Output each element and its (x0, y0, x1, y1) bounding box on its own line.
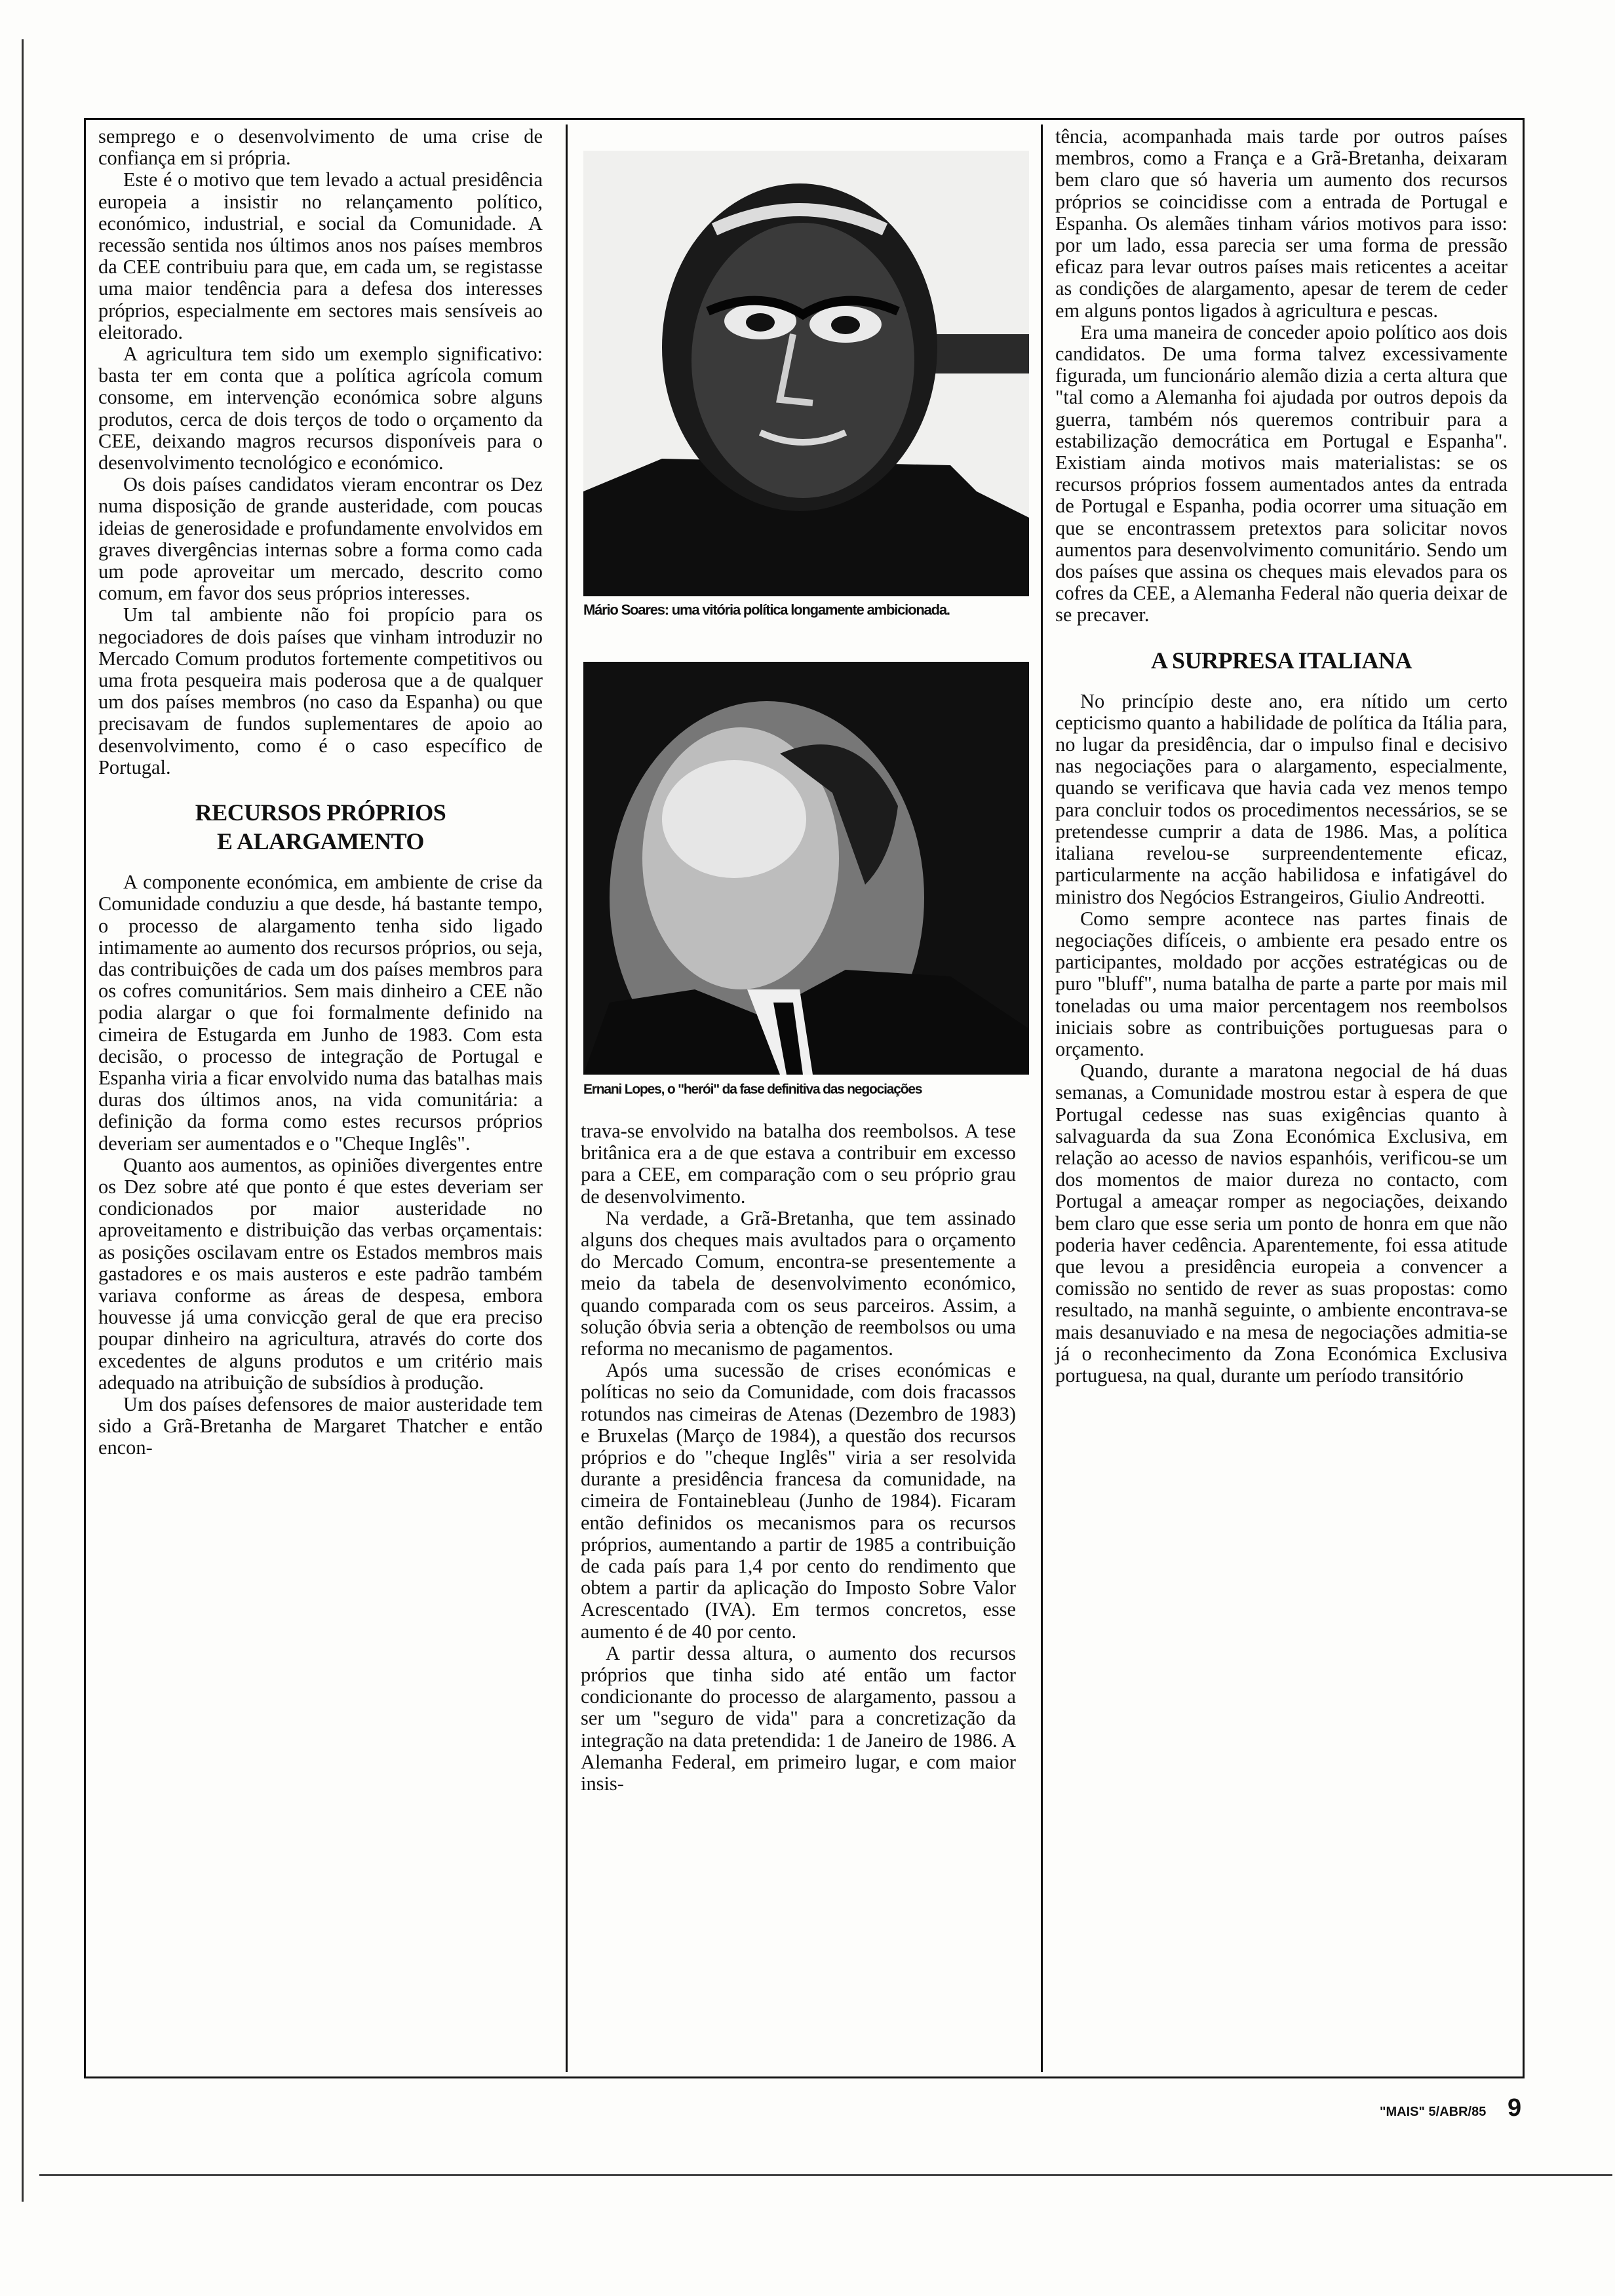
publication-folio: "MAIS" 5/ABR/85 (1380, 2105, 1487, 2119)
paragraph: No princípio deste ano, era nítido um certo cepticismo quanto a habilidade de política da Itália para, no lugar da presidência, dar o impulso final e decisivo nas negociações para o alargamento, especialmente, quando se verificava que havia cada vez menos tempo para concluir todos os procedimentos necessários, se se pretendesse cumprir a data de 1986. Mas, a política italiana revelou-se surpreendentemente eficaz, particularmente na acção habilidosa e infatigável do ministro dos Negócios Estrangeiros, Giulio Andreotti. (1055, 689, 1508, 908)
portrait-illustration (583, 662, 1029, 1075)
column-rule-left (566, 124, 568, 2072)
paragraph: semprego e o desenvolvimento de uma crise de confiança em si própria. (98, 125, 543, 170)
paragraph: tência, acompanhada mais tarde por outros países membros, como a França e a Grã-Bretanha, deixaram bem claro que só haveria um aumento dos recursos próprios se coincidisse com a entrada de Portugal e Espanha. Os alemães tinham vários motivos para isso: por um lado, essa parecia ser uma forma de pressão eficaz para levar outros países mais reticentes a aceitar as condições de alargamento, apesar de terem de ceder em alguns pontos ligados à agricultura e pescas. (1055, 125, 1508, 322)
paragraph: A partir dessa altura, o aumento dos recursos próprios que tinha sido até então um factor condicionante do processo de alargamento, passou a ser um "seguro de vida" para a concretização da integração na data pretendida: 1 de Janeiro de 1986. A Alemanha Federal, em primeiro lugar, e com maior insis- (581, 1641, 1016, 1795)
page-number: 9 (1508, 2094, 1522, 2122)
portrait-illustration (583, 151, 1029, 596)
article-column-2 (581, 1120, 1016, 1795)
paragraph: A componente económica, em ambiente de crise da Comunidade conduziu a que desde, há bastante tempo, o processo de alargamento tenha sido ligado intimamente ao aumento dos recursos próprios, ou seja, das contribuições de cada um dos países membros para os cofres comunitários. Sem mais dinheiro a CEE não podia alargar o que foi formalmente definido na cimeira de Estugarda em Junho de 1983. Com esta decisão, o processo de integração de Portugal e Espanha viria a ficar envolvido numa das batalhas mais duras dos últimos anos, na vida comunitária: a definição da forma como estes recursos próprios deveriam ser aumentados e o "Cheque Inglês". (98, 871, 543, 1155)
photo-mario-soares (583, 151, 1029, 596)
photo-caption-1: Mário Soares: uma vitória política longamente ambicionada. (583, 602, 950, 618)
article-column-3 (1055, 126, 1508, 1387)
paragraph: A agricultura tem sido um exemplo significativo: basta ter em conta que a política agrícola comum consome, em intervenção económica sobre alguns produtos, cerca de dois terços de todo o orçamento da CEE, deixando magros recursos disponíveis para o desenvolvimento tecnológico e económico. (98, 343, 543, 474)
paragraph: Após uma sucessão de crises económicas e políticas no seio da Comunidade, com dois fracassos rotundos nas cimeiras de Atenas (Dezembro de 1983) e Bruxelas (Março de 1984), a questão dos recursos próprios e do "cheque Inglês" viria a ser resolvida durante a presidência francesa da comunidade, na cimeira de Fontainebleau (Junho de 1984). Ficaram então definidos os mecanismos para os recursos próprios, aumentando a partir de 1985 a contribuição de cada país para 1,4 por cento do rendimento que obtem a partir da aplicação do Imposto Sobre Valor Acrescentado (IVA). Em termos concretos, esse aumento é de 40 por cento. (581, 1359, 1016, 1643)
paragraph: Os dois países candidatos vieram encontrar os Dez numa disposição de grande austeridade, com poucas ideias de generosidade e profundamente envolvidos em graves divergências internas sobre a forma como cada um pode aproveitar um mercado, descrito como comum, em favor dos seus próprios interesses. (98, 473, 543, 605)
heading-line-1: RECURSOS PRÓPRIOS (195, 799, 446, 826)
scan-mark-left-edge (22, 39, 24, 2202)
paragraph: Um dos países defensores de maior austeridade tem sido a Grã-Bretanha de Margaret Thatcher e então encon- (98, 1392, 543, 1459)
photo-ernani-lopes (583, 662, 1029, 1075)
paragraph: Um tal ambiente não foi propício para os negociadores de dois países que vinham introduzir no Mercado Comum produtos fortemente competitivos ou uma frota pesqueira mais poderosa que a de qualquer um dos países membros (no caso da Espanha) ou que precisavam de fundos suplementares de apoio ao desenvolvimento, como é o caso específico de Portugal. (98, 603, 543, 778)
scan-mark-bottom (39, 2174, 1612, 2176)
paragraph: Este é o motivo que tem levado a actual presidência europeia a insistir no relançamento político, económico, industrial, e social da Comunidade. A recessão sentida nos últimos anos nos países membros da CEE contribuiu para que, em cada um, se registasse uma maior tendência para a defesa dos interesses próprios, especialmente em sectores mais sensíveis ao eleitorado. (98, 168, 543, 343)
paragraph: Era uma maneira de conceder apoio político aos dois candidatos. De uma forma talvez excessivamente figurada, um funcionário alemão dizia a certa altura que "tal como a Alemanha foi ajudada por outros depois da guerra, também nós queremos contribuir para a estabilização democrática em Portugal e Espanha". Existiam ainda motivos mais materialistas: se os recursos próprios fossem aumentados antes da entrada de Portugal e Espanha, podia ocorrer uma situação em que se encontrassem pretextos para solicitar novos aumentos para desenvolvimento comunitário. Sendo um dos países que assina os cheques mais elevados para os cofres da CEE, a Alemanha Federal não queria deixar de se precaver. (1055, 320, 1508, 626)
section-heading-surpresa: A SURPRESA ITALIANA (1151, 647, 1412, 674)
heading-line-2: E ALARGAMENTO (217, 828, 424, 855)
paragraph: Quanto aos aumentos, as opiniões divergentes entre os Dez sobre até que ponto é que estes deveriam ser condicionados por maior austeridade no aproveitamento e distribuição das verbas orçamentais: as posições oscilavam entre os Estados membros mais gastadores e os mais austeros e este padrão também variava conforme as áreas de despesa, embora houvesse já uma convicção geral de que era preciso poupar dinheiro na agricultura, através do corte dos excedentes de alguns produtos e um critério mais adequado na atribuição de subsídios à produção. (98, 1153, 543, 1394)
paragraph: Como sempre acontece nas partes finais de negociações difíceis, o ambiente era pesado entre os participantes, moldado por acções estratégicas ou de puro "bluff", numa batalha de parte a parte por mais mil toneladas ou uma maior percentagem nos reembolsos iniciais sobre as contribuições portuguesas para o orçamento. (1055, 907, 1508, 1060)
article-column-1 (98, 126, 543, 1459)
section-heading-recursos (98, 798, 543, 856)
paragraph: Na verdade, a Grã-Bretanha, que tem assinado alguns dos cheques mais avultados para o orçamento do Mercado Comum, encontra-se presentemente a meio da tabela de desenvolvimento económico, quando comparada com os seus parceiros. Assim, a solução óbvia seria a obtenção de reembolsos ou uma reforma no mecanismo de pagamentos. (581, 1206, 1016, 1360)
paragraph: trava-se envolvido na batalha dos reembolsos. A tese britânica era a de que estava a contribuir em excesso para a CEE, em comparação com o seu próprio grau de desenvolvimento. (581, 1120, 1016, 1208)
photo-caption-2: Ernani Lopes, o "herói" da fase definitiva das negociações (583, 1082, 922, 1097)
paragraph: Quando, durante a maratona negocial de há duas semanas, a Comunidade mostrou estar à espera de que Portugal cedesse nas suas exigências quanto à salvaguarda da sua Zona Económica Exclusiva, em relação ao acesso de navios espanhóis, verificou-se um dos momentos de maior dureza no contacto, com Portugal a ameaçar romper as negociações, deixando bem claro que esse seria um ponto de honra em que não poderia haver cedência. Aparentemente, foi essa atitude que levou a presidência europeia a convencer a comissão no sentido de rever as suas propostas: como resultado, na manhã seguinte, o ambiente encontrava-se mais desanuviado e na mesa de negociações admitia-se já o reconhecimento da Zona Económica Exclusiva portuguesa, na qual, durante um período transitório (1055, 1060, 1508, 1387)
column-rule-right (1041, 124, 1043, 2072)
